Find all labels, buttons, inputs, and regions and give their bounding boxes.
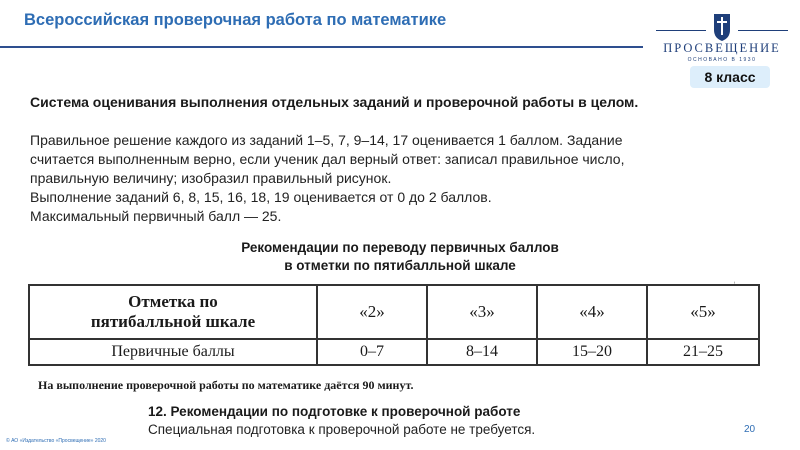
score-range-cell: 21–25 — [647, 339, 759, 365]
score-range-cell: 15–20 — [537, 339, 647, 365]
shield-icon — [712, 12, 732, 42]
logo-line-left — [656, 30, 706, 31]
table-row — [29, 339, 759, 365]
slide-title: Всероссийская проверочная работа по математике — [24, 11, 447, 29]
table-header-label: Отметка по пятибалльной шкале — [29, 285, 317, 339]
page-number: 20 — [744, 424, 756, 435]
grade-cell: «5» — [647, 285, 759, 339]
logo-wordmark: ПРОСВЕЩЕНИЕ — [663, 41, 781, 55]
grade-badge: 8 класс — [690, 66, 770, 88]
preparation-heading: 12. Рекомендации по подготовке к проверочной работе — [148, 404, 521, 419]
assessment-line: считается выполненным верно, если ученик дал верный ответ: записал правильное число, — [30, 151, 625, 167]
recommendation-heading-line1: Рекомендации по переводу первичных баллов — [241, 240, 559, 255]
time-note: На выполнение проверочной работы по математике даётся 90 минут. — [38, 378, 414, 392]
grade-cell: «2» — [317, 285, 427, 339]
title-divider — [0, 46, 643, 48]
assessment-line: Правильное решение каждого из заданий 1–5, 7, 9–14, 17 оценивается 1 баллом. Задание — [30, 132, 623, 148]
logo-subtitle: ОСНОВАНО В 1930 — [687, 57, 757, 63]
recommendation-heading-line2: в отметки по пятибалльной шкале — [284, 258, 516, 273]
grade-cell: «3» — [427, 285, 537, 339]
grade-conversion-table — [28, 284, 760, 366]
row-label: Первичные баллы — [29, 339, 317, 365]
stray-mark: ˒ — [733, 276, 736, 286]
assessment-line: правильную величину; изобразил правильный рисунок. — [30, 170, 392, 186]
assessment-line: Выполнение заданий 6, 8, 15, 16, 18, 19 оценивается от 0 до 2 баллов. — [30, 189, 492, 205]
table-header-row — [29, 285, 759, 339]
assessment-heading: Система оценивания выполнения отдельных заданий и проверочной работы в целом. — [30, 94, 639, 110]
copyright-notice: © АО «Издательство «Просвещение» 2020 — [6, 438, 106, 444]
assessment-line: Максимальный первичный балл — 25. — [30, 208, 282, 224]
grade-cell: «4» — [537, 285, 647, 339]
score-range-cell: 8–14 — [427, 339, 537, 365]
preparation-text: Специальная подготовка к проверочной работе не требуется. — [148, 422, 536, 437]
publisher-logo — [652, 8, 792, 64]
score-range-cell: 0–7 — [317, 339, 427, 365]
logo-line-right — [738, 30, 788, 31]
